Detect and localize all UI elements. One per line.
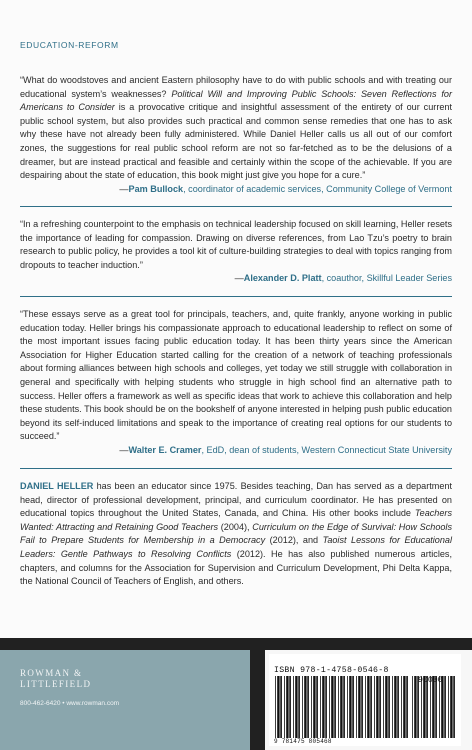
publisher-logo: ROWMAN & LITTLEFIELD <box>20 668 92 689</box>
barcode-bar <box>286 676 288 738</box>
barcode-bar <box>320 676 321 738</box>
text-run: “These essays serve as a great tool for principals, teachers, and, quite frankly, anyone working in public education today. Heller brings his compassionate approach to educational leadership to reflect on some of the most important issues facing public education today. It has been thirty years since the American Association for Higher Education started calling for the creation of a network of teaching professionals about forming alliances between high schools and colleges, yet today we still struggle with collaboration in general and specifically with helping students who struggle in high school find an alternative path to success. Heller offers a framework as well as specific ideas that work to achieve this collaboration and help these students. This book should be on the bookshelf of anyone interested in helping push public education beyond its self-induced limitations and speak to the importance of creating real options for our students to succeed.” <box>20 309 452 442</box>
endorser-name: Alexander D. Platt <box>243 273 322 284</box>
quote-attribution: —Pam Bullock, coordinator of academic services, Community College of Vermont <box>119 183 452 194</box>
barcode-bar <box>338 676 339 738</box>
endorsement-quote-1 <box>20 74 452 196</box>
barcode-bar <box>414 676 416 738</box>
endorser-affiliation: , EdD, dean of students, Western Connecticut State University <box>201 444 452 455</box>
endorser-name: Walter E. Cramer <box>128 444 202 455</box>
barcode-bar <box>352 676 354 738</box>
text-run: is a provocative critique and insightful assessment of the entirety of our current public school system, but also provides such practical and common sense remedies that one has to ask why these have not already been fully administered. While Daniel Heller calls us all out of our comfort zones, the suggestions for real public school reform are not so far-fetched as to be the delusions of a dreamer, but are instead practical and feasible and certainly within the scope of the achievable. If you are despairing about the state of education, this book might just give you hope for a cure.” <box>20 102 452 181</box>
barcode-bar <box>383 676 384 738</box>
barcode-bar <box>284 676 285 738</box>
barcode-bar <box>379 676 381 738</box>
barcode-bar <box>289 676 291 738</box>
quote-text <box>20 75 452 180</box>
barcode-bar <box>444 676 446 738</box>
text-run: “What do woodstoves and ancient Eastern philosophy have to do with public schools and with treating our educational system’s weaknesses? <box>20 75 452 99</box>
barcode-bar <box>423 676 425 738</box>
text-run: (2004), <box>218 521 253 532</box>
barcode-bar <box>435 676 437 738</box>
divider-3 <box>20 468 452 469</box>
barcode-bar <box>403 676 405 738</box>
barcode-bar <box>376 676 378 738</box>
barcode-bar <box>450 676 452 738</box>
barcode-bar <box>370 676 372 738</box>
barcode-bar <box>367 676 369 738</box>
barcode-bar <box>417 676 419 738</box>
barcode-bar <box>394 676 396 738</box>
barcode-icon <box>274 676 408 738</box>
publisher-contact: 800-462-6420 • www.rowman.com <box>20 700 120 707</box>
barcode-bar <box>325 676 327 738</box>
divider-1 <box>20 206 452 207</box>
text-run: “In a refreshing counterpoint to the emphasis on technical leadership focused on skill learning, Heller resets the importance of leading for compassion. Drawing on diverse references, from Lao Tzu’s poetry to brain research to public policy, he provides a tool kit of culture-building strategies to deal with topics ranging from dropouts to teacher induction.” <box>20 219 452 270</box>
barcode-bar <box>406 676 408 738</box>
barcode-bar <box>453 676 455 738</box>
bio-text <box>20 481 452 586</box>
barcode-bar <box>401 676 402 738</box>
barcode-bar <box>430 676 431 738</box>
barcode-bar <box>347 676 348 738</box>
price-code: 90000 <box>418 676 443 685</box>
quote-attribution: —Walter E. Cramer, EdD, dean of students, Western Connecticut State University <box>119 444 452 455</box>
text-run: (2012). He has also published numerous articles, chapters, and columns for the Association for Supervision and Curriculum Development, Phi Delta Kappa, the National Council of Teachers of English, and others. <box>20 548 452 587</box>
barcode-bar <box>358 676 360 738</box>
quote-text <box>20 219 452 270</box>
endorsement-quote-2 <box>20 218 452 286</box>
barcode-bar <box>441 676 443 738</box>
barcode-bar <box>322 676 324 738</box>
barcode-bar <box>295 676 297 738</box>
barcode-bar <box>313 676 315 738</box>
endorsement-quote-3 <box>20 308 452 458</box>
barcode-bar <box>421 676 422 738</box>
text-run: (2012), and <box>265 535 323 546</box>
endorser-name: Pam Bullock <box>128 183 184 194</box>
barcode-bar <box>307 676 309 738</box>
book-title: Curriculum on the Edge of Survival: How Schools Fail to Prepare Students for Membership in a Democracy <box>20 521 452 546</box>
barcode-bar <box>365 676 366 738</box>
barcode-bar <box>316 676 318 738</box>
barcode-bar <box>432 676 434 738</box>
barcode-bar <box>385 676 387 738</box>
barcode-bar <box>388 676 390 738</box>
barcode-bar <box>302 676 303 738</box>
barcode-bar <box>439 676 440 738</box>
category-label: EDUCATION-REFORM <box>20 40 119 50</box>
barcode-bar <box>334 676 336 738</box>
barcode-bar <box>426 676 428 738</box>
isbn-label: ISBN 978-1-4758-0546-8 <box>274 666 389 675</box>
barcode-bar <box>280 676 282 738</box>
barcode-addon-icon <box>411 676 455 738</box>
barcode-bar <box>448 676 449 738</box>
book-title: Teachers Wanted: Attracting and Retaining Good Teachers <box>20 508 452 532</box>
endorser-affiliation: , coordinator of academic services, Community College of Vermont <box>183 183 452 194</box>
quote-attribution: —Alexander D. Platt, coauthor, Skillful Leader Series <box>234 273 452 284</box>
author-name: DANIEL HELLER <box>20 481 94 491</box>
barcode-bar <box>412 676 413 738</box>
barcode-bar <box>356 676 357 738</box>
book-title: Political Will and Improving Public Schools: Seven Reflections for Americans to Consider <box>20 88 452 113</box>
book-title: Taoist Lessons for Educational Leaders: Gentle Pathways to Resolving Conflicts <box>20 535 452 559</box>
barcode-bar <box>331 676 333 738</box>
barcode-bar <box>275 676 276 738</box>
barcode-bar <box>349 676 351 738</box>
barcode-bar <box>293 676 294 738</box>
barcode-bar <box>392 676 393 738</box>
divider-2 <box>20 296 452 297</box>
barcode-bar <box>374 676 375 738</box>
text-run: has been an educator since 1975. Besides teaching, Dan has served as a department head, director of professional development, principal, and curriculum coordinator. He has presented on educational topics throughout the United States, Canada, and China. His other books include <box>20 481 452 519</box>
quote-text <box>20 309 452 441</box>
barcode-bar <box>311 676 312 738</box>
barcode-bar <box>343 676 345 738</box>
endorser-affiliation: , coauthor, Skillful Leader Series <box>321 273 452 284</box>
barcode-bar <box>340 676 342 738</box>
barcode-bar <box>298 676 300 738</box>
barcode-bar <box>329 676 330 738</box>
barcode-bar <box>277 676 279 738</box>
barcode-digits: 9 781475 805468 <box>274 738 332 745</box>
barcode-bar <box>361 676 363 738</box>
author-bio <box>20 480 452 589</box>
barcode-bar <box>304 676 306 738</box>
barcode-bar <box>397 676 399 738</box>
